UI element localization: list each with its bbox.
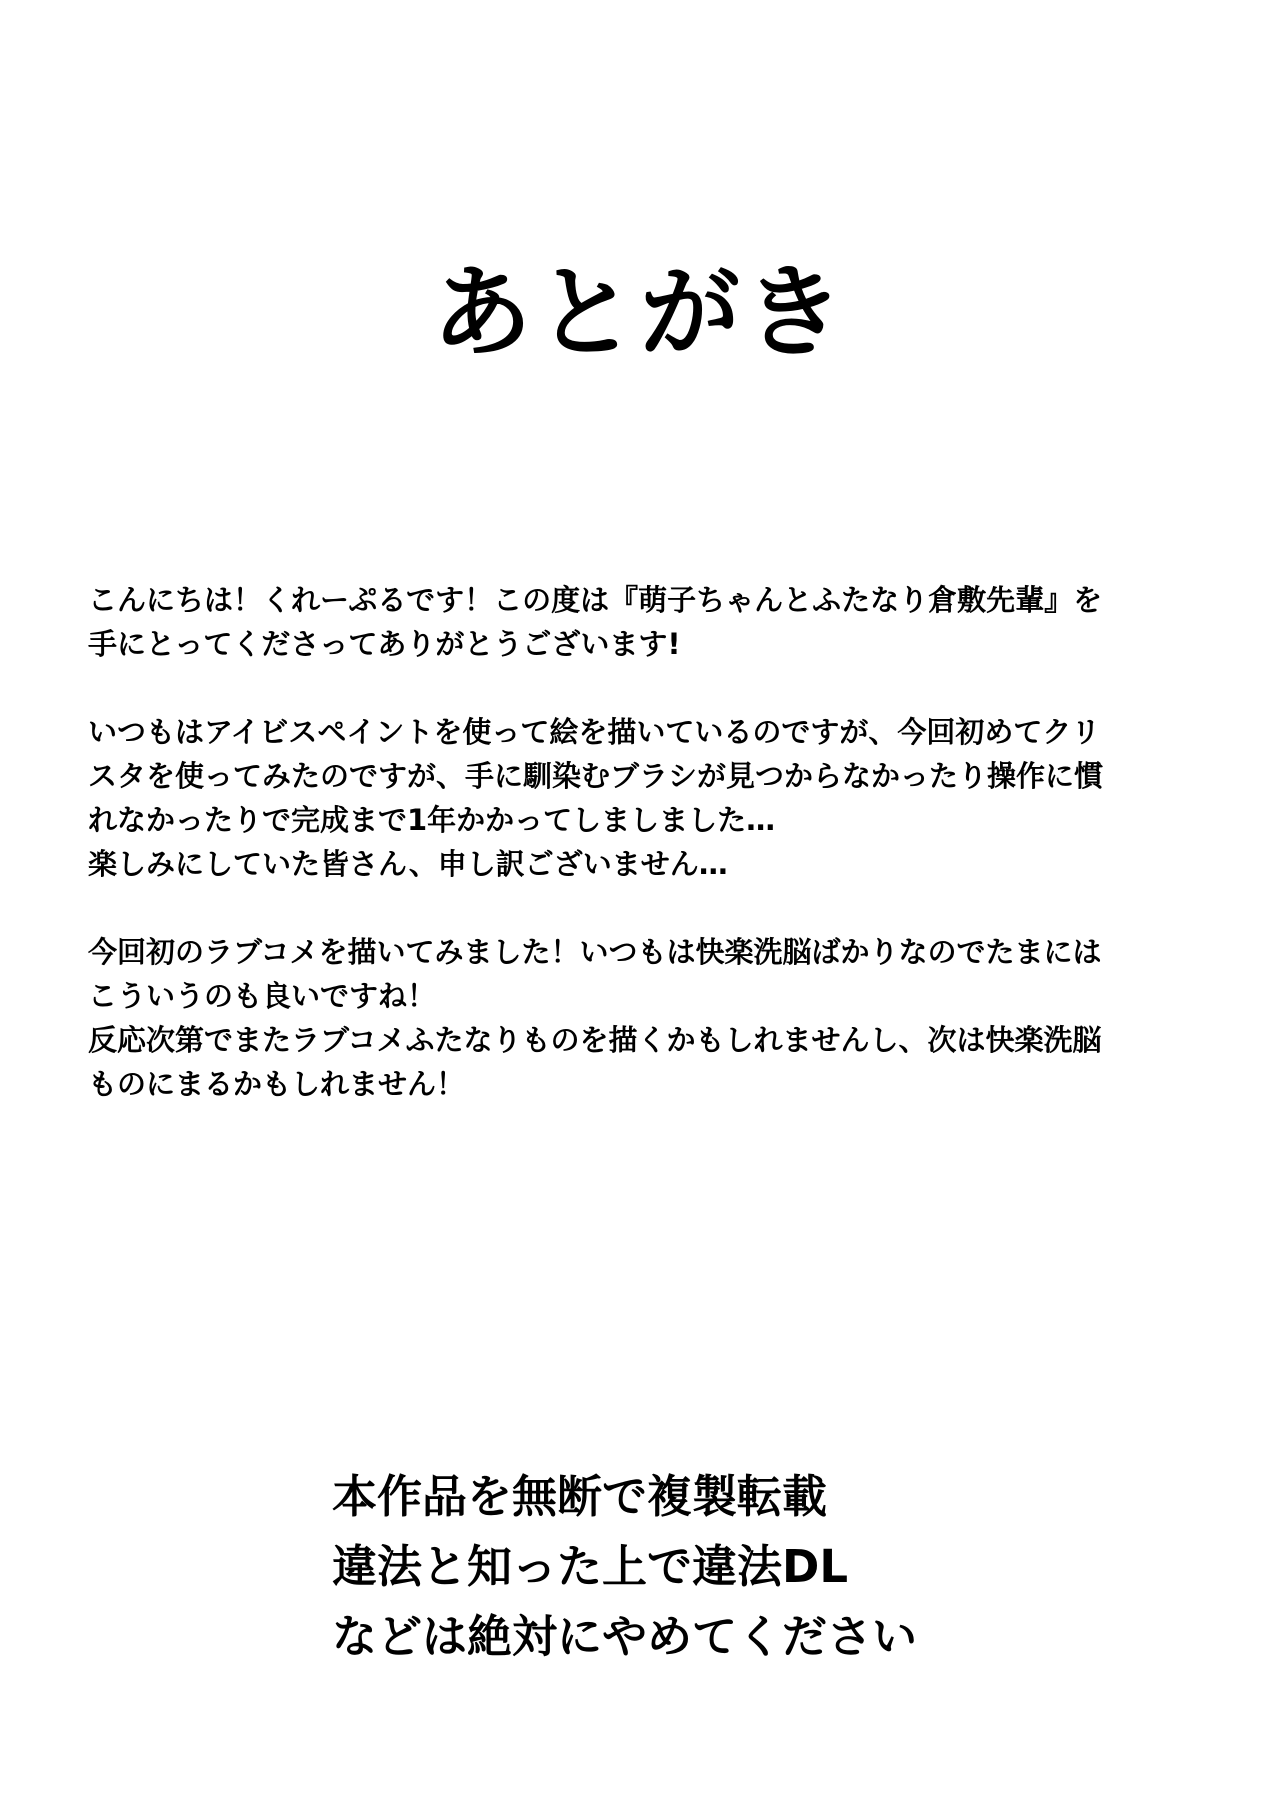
text-line: 反応次第でまたラブコメふたなりものを描くかもしれませんし、次は快楽洗脳	[88, 1023, 1102, 1057]
text-line: スタを使ってみたのですが、手に馴染むブラシが見つからなかったり操作に慣	[88, 759, 1104, 793]
text-line: 今回初のラブコメを描いてみました！いつもは快楽洗脳ばかりなのでたまには	[88, 935, 1102, 969]
text-line: いつもはアイビスペイントを使って絵を描いているのですが、今回初めてクリ	[88, 715, 1101, 749]
notice-line: 違法と知った上で違法DL	[332, 1540, 849, 1593]
text-line: 楽しみにしていた皆さん、申し訳ございません…	[88, 847, 728, 881]
text-line: ものにまるかもしれません！	[88, 1067, 466, 1101]
text-line: こんにちは！くれーぷるです！この度は『萌子ちゃんとふたなり倉敷先輩』を	[88, 583, 1103, 617]
notice-line: などは絶対にやめてください	[332, 1610, 918, 1663]
paragraph-production	[88, 710, 1208, 886]
copyright-notice	[332, 1462, 1132, 1672]
paragraph-future	[88, 930, 1208, 1106]
page-title: あとがき	[432, 254, 848, 371]
text-line: 手にとってくださってありがとうございます!	[88, 627, 681, 661]
afterword-body	[88, 578, 1208, 1150]
text-line: こういうのも良いですね！	[88, 979, 437, 1013]
paragraph-greeting	[88, 578, 1208, 666]
notice-line: 本作品を無断で複製転載	[332, 1470, 828, 1523]
text-line: れなかったりで完成まで1年かかってしましました…	[88, 803, 776, 837]
